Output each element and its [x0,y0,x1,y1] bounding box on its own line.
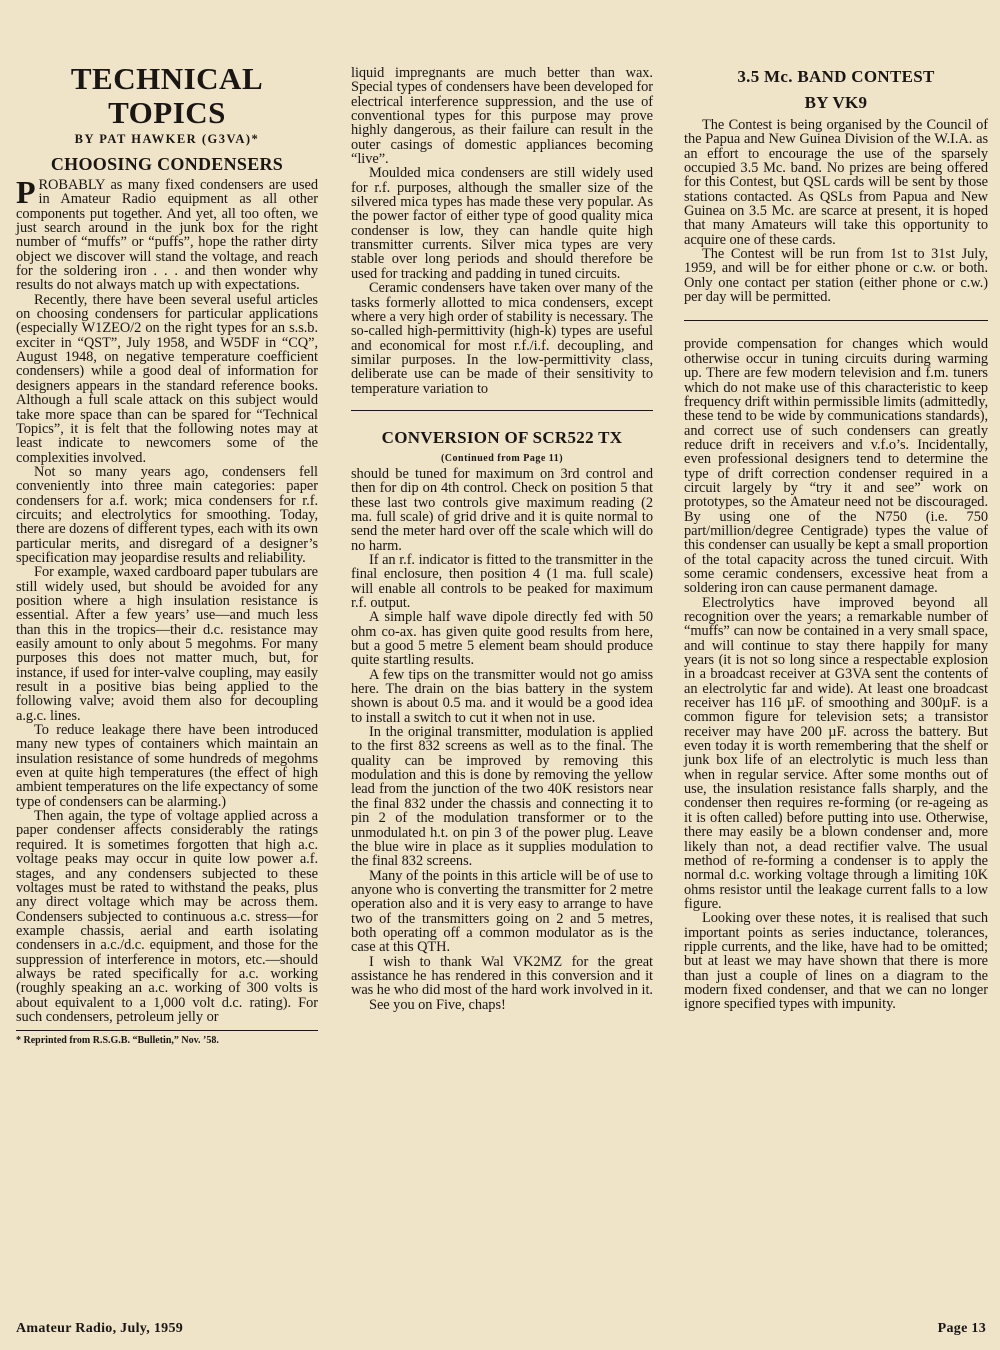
footnote: * Reprinted from R.S.G.B. “Bulletin,” Nov. ’58. [16,1035,219,1047]
drop-cap: P [16,174,36,210]
paragraph: For example, waxed cardboard paper tubulars are still widely used, but should be avoided for any position where a high insulation resistance is essential. After a few years’ use—and much less than this in the tropics—their d.c. resistance may easily amount to only about 5 megohms. For many purposes this does not matter much, but, for instance, if used for inter-valve coupling, may easily result in a positive bias being applied to the following valve; avoid them also for decoupling a.g.c. lines. [16,564,318,724]
section-divider [351,410,653,411]
column-technical-topics [16,62,318,1047]
continued-note: (Continued from Page 11) [440,452,564,464]
footer-publication: Amateur Radio, July, 1959 [16,1321,184,1336]
paragraph: liquid impregnants are much better than wax. Special types of condensers have been developed for electrical interference suppression, and the use of conventional types for this purpose may prove highly dangerous, as their failure can result in the outer casings of domestic appliances becoming “live”. [351,65,653,168]
paragraph: Recently, there have been several useful articles on choosing condensers for particular applications (especially W1ZEO/2 on the right types for an s.s.b. exciter in “QST”, July 1958, and W5DF in “CQ”, August 1948, on negative temperature coefficient condensers) while a good deal of information for designers appears in the standard reference books. Although a full scale attack on this subject would take more space than can be spared for “Technical Topics”, it is felt that the following notes may at least indicate to newcomers some of the complexities involved. [16,291,318,466]
paragraph: To reduce leakage there have been introduced many new types of containers which maintain an insulation resistance of some hundreds of megohms even at quite high temperatures (the effect of high ambient temperatures on the life expectancy of some type of condensers can be alarming.) [16,722,318,810]
footer-page-number: Page 13 [937,1321,986,1336]
paragraph: In the original transmitter, modulation is applied to the first 832 screens as well as to the final. The quality can be improved by removing this modulation and this is done by removing the yellow lead from the junction of the two 40K resistors near the final 832 under the chassis and connecting it to pin 2 of the modulation transformer or to the unmodulated h.t. on pin 3 of the power plug. Leave the blue wire in place as it supplies modulation to the final 832 screens. [351,724,653,870]
conversion-title: CONVERSION OF SCR522 TX [381,427,623,447]
paragraph: Looking over these notes, it is realised that such important points as series inductance, tolerances, ripple currents, and the like, have had to be omitted; but at least we may have shown that there is more than just a couple of lines on a diagram to the modern fixed condenser, and that we can no longer ignore specified types with impunity. [684,910,988,1013]
footnote-rule [16,1030,318,1031]
paragraph: A few tips on the transmitter would not go amiss here. The drain on the bias battery in the system shown is about 0.5 ma. and it would be a good idea to install a switch to cut it when not in use. [351,666,653,726]
paragraph: The Contest will be run from 1st to 31st July, 1959, and will be for either phone or c.w. or both. Only one contact per station (either phone or c.w.) per day will be permitted. [684,246,988,306]
contest-title: 3.5 Mc. BAND CONTEST [737,67,935,86]
paragraph: provide compensation for changes which would otherwise occur in tuning circuits during warming up. There are few modern television and f.m. tuners which do not make use of this characteristic to keep frequency drift within permissible limits (admittedly, these tend to be wide by communications standards), and correct use of such condensers can greatly reduce drift in receivers and v.f.o’s. Incidentally, even professional designers tend to determine the type of drift correction condenser required in a circuit largely by “try it and see” work on prototypes, so the Amateur need not be discouraged. By using one of the N750 (i.e. 750 part/million/degree Centigrade) types the value of this condenser can usually be kept a small proportion of the total capacity across the tuned circuit. With some ceramic condensers, excessive heat from a soldering iron can cause permanent damage. [684,336,988,597]
article-title: TECHNICAL TOPICS [70,61,264,130]
section-divider [684,320,988,321]
paragraph: Moulded mica condensers are still widely used for r.f. purposes, although the smaller size of the silvered mica types has made these very popular. As the power factor of either type of good quality mica condenser is low, they can handle quite high transmitter currents. Silver mica types are very stable over long periods and should therefore be used for tracking and padding in tuned circuits. [351,165,653,282]
paragraph: I wish to thank Wal VK2MZ for the great assistance he has rendered in this conversion and it was he who did most of the hard work involved in it. [351,953,653,999]
column-contest [684,64,988,1012]
paragraph: See you on Five, chaps! [369,996,506,1013]
contest-subtitle: BY VK9 [804,93,868,112]
column-middle [351,66,653,1012]
paragraph: The Contest is being organised by the Council of the Papua and New Guinea Division of the W.I.A. as an effort to encourage the use of the sparsely occupied 3.5 Mc. band. No prizes are being offered for this Contest, but QSL cards will be sent by those stations contacted. As QSLs from Papua and New Guinea on 3.5 Mc. are scarce at present, it is hoped that many Amateurs will take this opportunity to acquire one of these cards. [684,117,988,248]
paragraph: Many of the points in this article will be of use to anyone who is converting the transmitter for 2 metre operation also and it is very easy to arrange to have two of the transmitters going on 2 and 5 metres, both operating off a common modulator as is the case at this QTH. [351,867,653,956]
paragraph: PROBABLY as many fixed condensers are used in Amateur Radio equipment as all other components put together. And yet, all too often, we just search around in the junk box for the right number of “muffs” or “puffs”, hope the rather dirty object we discover will stand the voltage, and reach for the soldering iron . . . and then wonder why results do not always match up with expectations. [16,174,318,294]
paragraph: Electrolytics have improved beyond all recognition over the years; a remarkable number of “muffs” can now be contained in a very small space, and will continue to stay there happily for many years (it is not so long since a respectable explosion in a broadcast receiver at G3VA sent the contents of an electrolytic far and wide). At least one broadcast receiver has 116 µF. of smoothing and 300µF. is a common figure for television sets; a transistor receiver may have 200 µF. across the battery. But even today it is worth remembering that the shelf or junk box life of an electrolytic is much less than when in regular service. After some months out of use, the insulation resistance falls sharply, and the condenser then requires re-forming (or re-ageing as it is often called) before putting into use. Otherwise, there may easily be a blown condenser and, more likely than not, a dead rectifier valve. The usual method of re-forming a condenser is to apply the normal d.c. working voltage through a limiting 10K ohms resistor until the leakage current falls to a low figure. [684,594,988,912]
paragraph: A simple half wave dipole directly fed with 50 ohm co-ax. has given quite good results from here, but a good 5 metre 5 element beam should produce quite startling results. [351,609,653,669]
paragraph: If an r.f. indicator is fitted to the transmitter in the final enclosure, then position 4 (1 ma. full scale) will enable all controls to be peaked for maximum r.f. output. [351,551,653,611]
article-byline: BY PAT HAWKER (G3VA)* [74,132,260,146]
paragraph: Then again, the type of voltage applied across a paper condenser affects considerably the ratings required. It is sometimes forgotten that high a.c. voltage peaks may occur in quite low power a.f. stages, and any condensers subjected to these voltages must be rated to withstand the peaks, plus any direct voltage which may be across them. Condensers subjected to continuous a.c. stress—for example chassis, aerial and earth isolating condensers in a.c./d.c. equipment, and those for the suppression of interference in motors, etc.—should always be rated specifically for a.c. working (roughly speaking an a.c. working of 300 volts is about equivalent to a 1,000 volt d.c. rating). For such condensers, petroleum jelly or [16,808,318,1025]
paragraph: should be tuned for maximum on 3rd control and then for dip on 4th control. Check on position 5 that these last two controls give maximum reading (2 ma. full scale) of grid drive and it is quite normal to send the meter hard over off the scale which will do no harm. [351,465,653,554]
paragraph: Ceramic condensers have taken over many of the tasks formerly allotted to mica condensers, except where a very high order of stability is necessary. The so-called high-permittivity (high-k) types are useful and economical for most r.f./i.f. decoupling, and similar purposes. In the low-permittivity class, deliberate use can be made of their sensitivity to temperature variation to [351,280,653,397]
section-heading: CHOOSING CONDENSERS [50,154,284,174]
paragraph: Not so many years ago, condensers fell conveniently into three main categories: paper condensers for a.f. work; mica condensers for r.f. circuits; and electrolytics for smoothing. Today, there are dozens of different types, each with its own particular merits, and disregard of a designer’s specification may jeopardise results and reliability. [16,463,318,566]
